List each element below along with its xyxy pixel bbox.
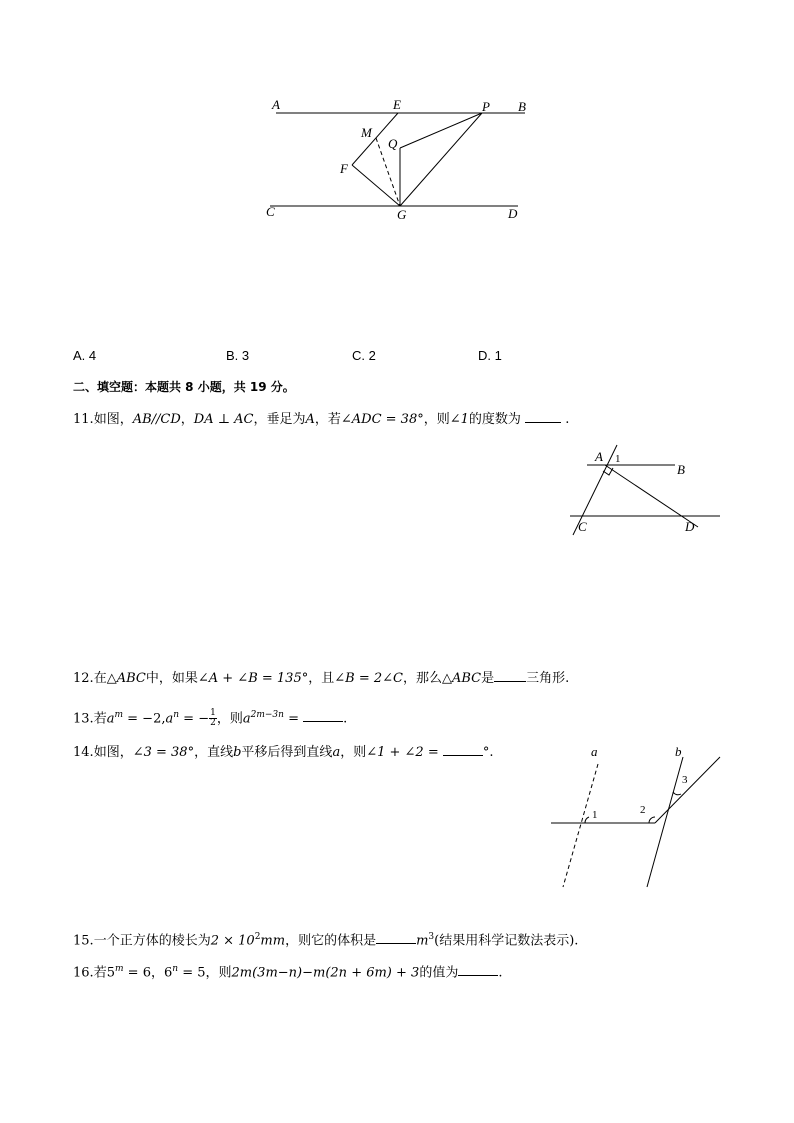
q16-text-3: ，则: [205, 965, 232, 981]
q16-exp-1: m: [114, 964, 124, 974]
label-e: E: [393, 97, 401, 112]
q16-text-end: .: [498, 965, 503, 981]
q14-text-4: ，则: [340, 745, 367, 760]
q13-exp-1: m: [114, 710, 124, 720]
q12-math-2: ∠A + ∠B = 135°: [197, 671, 309, 686]
q13-frac-den: 2: [210, 718, 216, 729]
q15-exp-2: 3: [428, 932, 435, 942]
q12-answer-blank[interactable]: [494, 669, 526, 682]
label-c: C: [266, 204, 275, 219]
q12-text-6: 三角形.: [526, 671, 570, 686]
label-1-11: 1: [615, 453, 621, 465]
q12-number: 12.: [73, 671, 94, 686]
q13-base-2: a: [165, 711, 174, 727]
q11-text-2: ，: [180, 412, 194, 427]
q13-text-end: .: [343, 711, 348, 727]
q16-val-2: = 5: [178, 965, 206, 981]
label-3-14: 3: [682, 774, 688, 786]
q11-text-3: ，垂足为: [253, 412, 306, 427]
oblique-line: [655, 757, 720, 823]
option-d: D. 1: [478, 348, 502, 363]
figure-q11: [565, 440, 725, 540]
figure-parallel-lines-efpqg: [260, 92, 540, 232]
q11-text-1: 如图，: [93, 412, 133, 427]
option-b: B. 3: [226, 348, 250, 363]
q15-text-1: 一个正方体的棱长为: [93, 933, 211, 949]
option-c: C. 2: [352, 348, 376, 363]
q13-base-1: a: [106, 711, 115, 727]
q16-text-2: ，: [150, 965, 164, 981]
q15-text-2: ，则它的体积是: [285, 933, 377, 949]
label-a-11: A: [595, 449, 603, 464]
q13-val-1: = −2,: [123, 711, 166, 727]
q15-unit: m: [416, 933, 429, 949]
question-12: [73, 669, 569, 688]
q16-base-1: 5: [106, 965, 115, 981]
q14-text-3: 平移后得到直线: [241, 745, 333, 760]
q12-math-1: △ABC: [106, 671, 146, 686]
q11-number: 11.: [73, 412, 94, 427]
label-1-14: 1: [592, 809, 598, 821]
q13-exp-3: 2m−3n: [250, 710, 284, 720]
option-a: A. 4: [73, 348, 97, 363]
q13-val-3: =: [283, 711, 304, 727]
question-16: [73, 960, 502, 982]
q13-val-2: = −: [179, 711, 210, 727]
label-b-11: B: [677, 462, 685, 477]
q15-answer-blank[interactable]: [376, 931, 416, 944]
section-title-text: 二、填空题：本题共 8 小题，共 19 分。: [73, 380, 295, 394]
q12-text-2: 中，如果: [145, 671, 198, 686]
q16-number: 16.: [73, 965, 94, 981]
q13-answer-blank[interactable]: [303, 709, 343, 722]
q12-text-4: ，那么: [402, 671, 442, 686]
q16-expression: 2m(3m−n)−m(2n + 6m) + 3: [231, 965, 420, 981]
q11-math-5: ∠1: [449, 412, 469, 427]
question-14: [73, 743, 494, 762]
q11-math-3: A: [305, 412, 315, 427]
angle-3-arc: [673, 792, 681, 795]
question-15: [73, 928, 578, 950]
q11-text-5: ，则: [423, 412, 450, 427]
label-b: B: [518, 99, 526, 114]
q13-number: 13.: [73, 711, 94, 727]
q11-text-4: ，若: [314, 412, 341, 427]
q14-text-1: 如图，: [93, 745, 133, 760]
q12-text-5: 是: [481, 671, 495, 686]
q16-exp-2: n: [172, 964, 179, 974]
label-d-11: D: [685, 519, 695, 534]
question-13: [73, 706, 347, 728]
q14-answer-blank[interactable]: [443, 743, 483, 756]
q15-math-1: 2 × 10: [210, 933, 255, 949]
q11-math-2: DA ⊥ AC: [193, 412, 254, 427]
segment-pq: [400, 113, 482, 148]
q13-text-2: ，则: [216, 711, 243, 727]
q12-math-4: △ABC: [441, 671, 482, 686]
q16-text-1: 若: [93, 965, 107, 981]
q12-text-3: ，且: [308, 671, 335, 686]
q13-text-1: 若: [93, 711, 107, 727]
q15-exp-1: 2: [254, 932, 261, 942]
q11-math-4: ∠ADC = 38°: [340, 412, 424, 427]
q13-exp-2: n: [173, 710, 180, 720]
q16-text-4: 的值为: [419, 965, 459, 981]
q13-frac-num: 1: [210, 708, 216, 719]
figure-q14: [545, 742, 735, 892]
figure-11-svg: [565, 440, 725, 540]
q12-text-1: 在: [93, 671, 107, 686]
figure-1-svg: [260, 92, 540, 232]
label-d: D: [508, 206, 518, 221]
label-2-14: 2: [640, 804, 646, 816]
q11-text-6: 的度数为: [468, 412, 521, 427]
q14-math-2: b: [233, 745, 242, 760]
q16-val-1: = 6: [123, 965, 151, 981]
angle-2-arc: [649, 817, 655, 823]
label-p: P: [482, 99, 490, 114]
label-a-14: a: [591, 744, 598, 759]
label-a: A: [272, 97, 280, 112]
figure-14-svg: [545, 742, 735, 892]
angle-1-arc: [585, 817, 589, 823]
line-b: [647, 757, 683, 887]
q14-math-4: ∠1 + ∠2 =: [366, 745, 443, 760]
label-c-11: C: [578, 519, 587, 534]
q16-base-2: 6: [163, 965, 173, 981]
q14-math-3: a: [332, 745, 341, 760]
q14-number: 14.: [73, 745, 94, 760]
q16-answer-blank[interactable]: [458, 963, 498, 976]
question-11: [73, 410, 569, 429]
q12-math-3: ∠B = 2∠C: [334, 671, 403, 686]
q15-math-2: mm: [260, 933, 286, 949]
q14-math-1: ∠3 = 38°: [132, 745, 195, 760]
q13-fraction: [209, 709, 217, 728]
segment-pg: [400, 113, 482, 206]
q11-answer-blank[interactable]: [525, 410, 561, 423]
label-b-14: b: [675, 744, 682, 759]
label-f: F: [340, 161, 348, 176]
label-q: Q: [388, 136, 398, 151]
label-m: M: [361, 125, 372, 140]
q15-text-3: (结果用科学记数法表示).: [434, 933, 579, 949]
section-title: [73, 378, 295, 395]
q14-text-2: ，直线: [194, 745, 234, 760]
q15-number: 15.: [73, 933, 94, 949]
label-g: G: [397, 207, 407, 222]
q11-text-end: .: [565, 412, 570, 427]
q11-math-1: AB//CD: [132, 412, 181, 427]
line-a-dashed: [563, 764, 598, 887]
q14-text-end: °.: [482, 745, 494, 760]
q13-base-3: a: [242, 711, 251, 727]
